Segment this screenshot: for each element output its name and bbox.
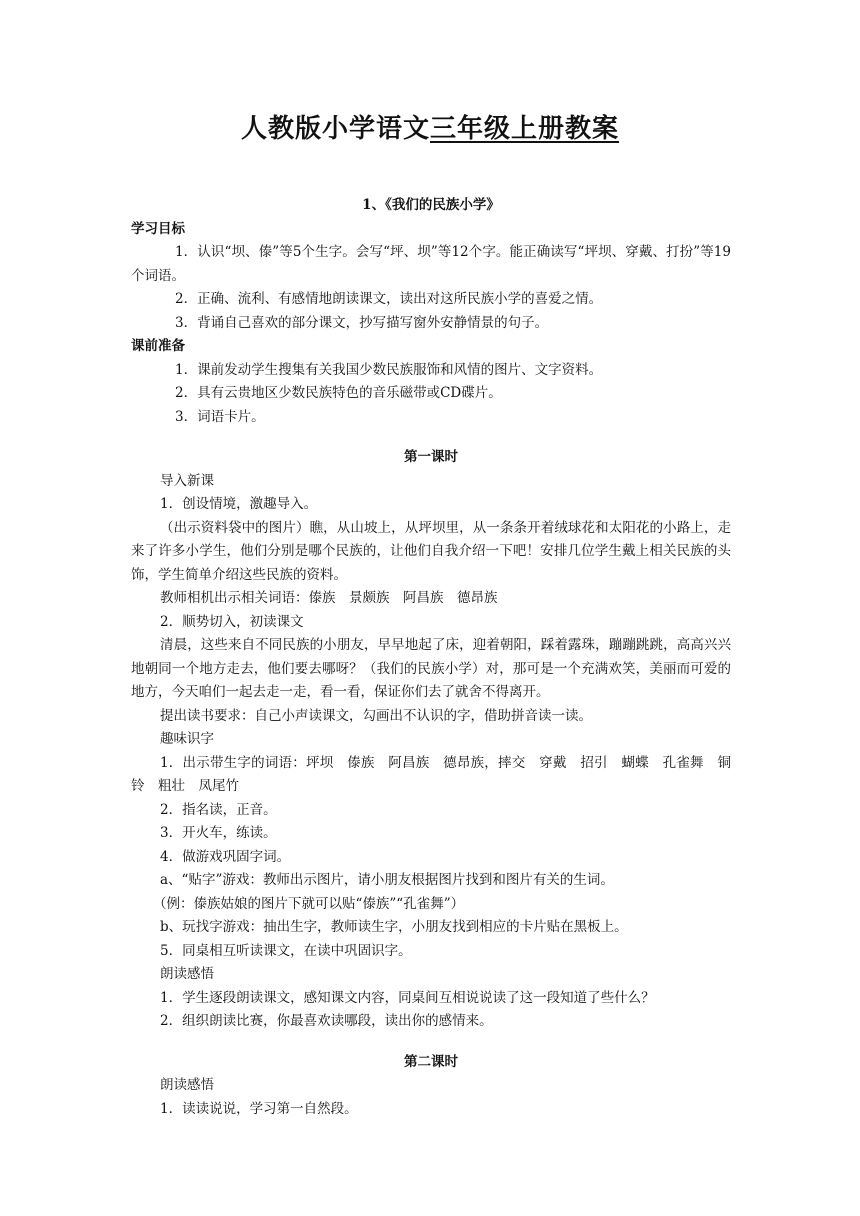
section-heading-prep: 课前准备	[131, 338, 185, 354]
goal-item: 2．正确、流利、有感情地朗读课文，读出对这所民族小学的喜爱之情。	[175, 291, 603, 307]
subheading-read: 朗读感悟	[160, 966, 214, 982]
paragraph: 教师相机出示相关词语：傣族 景颇族 阿昌族 德昂族	[160, 590, 498, 606]
title-prefix: 人教版小学语文	[240, 114, 430, 144]
step-item: b、玩找字游戏：抽出生字，教师读生字，小朋友找到相应的卡片贴在黑板上。	[160, 919, 628, 935]
document-body	[131, 194, 731, 1121]
step-item: 1．出示带生字的词语：坪坝 傣族 阿昌族 德昂族，摔交 穿戴 招引 蝴蝶 孔雀舞 铜铃 粗壮 凤尾竹	[131, 754, 731, 794]
paragraph: （例：傣族姑娘的图片下就可以贴“傣族”“孔雀舞”）	[153, 895, 465, 912]
step-item: 1．学生逐段朗读课文，感知课文内容，同桌间互相说说读了这一段知道了些什么？	[160, 989, 655, 1006]
prep-item: 2．具有云贵地区少数民族特色的音乐磁带或CD碟片。	[175, 385, 502, 401]
prep-item: 3．词语卡片。	[175, 408, 265, 425]
step-item: 4．做游戏巩固字词。	[160, 848, 291, 865]
step-item: 2．组织朗读比赛，你最喜欢读哪段，读出你的感情来。	[160, 1013, 493, 1029]
step-item: 1．读读说说，学习第一自然段。	[160, 1100, 358, 1117]
paragraph: 清晨，这些来自不同民族的小朋友，早早地起了床，迎着朝阳，踩着露珠，蹦蹦跳跳，高高兴兴地朝同一个地方走去，他们要去哪呀？（我们的民族小学）对，那可是一个充满欢笑，美丽而可爱的地方，今天咱们一起去走一走，看一看，保证你们去了就舍不得离开。	[131, 637, 731, 700]
goal-item: 3．背诵自己喜欢的部分课文，抄写描写窗外安静情景的句子。	[175, 314, 549, 331]
paragraph: 提出读书要求：自己小声读课文，勾画出不认识的字，借助拼音读一读。	[160, 707, 592, 724]
step-item: 1．创设情境，激趣导入。	[160, 496, 318, 512]
step-item: 3．开火车，练读。	[160, 825, 277, 841]
subheading-intro: 导入新课	[160, 472, 214, 489]
title-underlined: 三年级上册教案	[430, 114, 620, 144]
goal-item: 1．认识“坝、傣”等5个生字。会写“坪、坝”等12个字。能正确读写“坪坝、穿戴、打扮”等19个词语。	[131, 244, 731, 284]
subheading-read: 朗读感悟	[160, 1077, 214, 1093]
lesson-title: 1、《我们的民族小学》	[362, 197, 500, 213]
paragraph: （出示资料袋中的图片）瞧，从山坡上，从坪坝里，从一条条开着绒球花和太阳花的小路上，走来了许多小学生，他们分别是哪个民族的，让他们自我介绍一下吧！安排几位学生戴上相关民族的头饰，学生简单介绍这些民族的资料。	[131, 519, 731, 583]
prep-item: 1．课前发动学生搜集有关我国少数民族服饰和风情的图片、文字资料。	[175, 361, 603, 378]
subheading-fun: 趣味识字	[160, 731, 214, 747]
document-title	[0, 108, 860, 145]
period-heading-1: 第一课时	[404, 449, 458, 465]
step-item: 5．同桌相互听读课文，在读中巩固识字。	[160, 942, 412, 959]
step-item: 2．顺势切入，初读课文	[160, 613, 304, 630]
period-heading-2: 第二课时	[404, 1053, 458, 1070]
section-heading-goals: 学习目标	[131, 220, 185, 237]
step-item: a、“贴字”游戏：教师出示图片，请小朋友根据图片找到和图片有关的生词。	[160, 872, 614, 888]
step-item: 2．指名读，正音。	[160, 801, 277, 818]
